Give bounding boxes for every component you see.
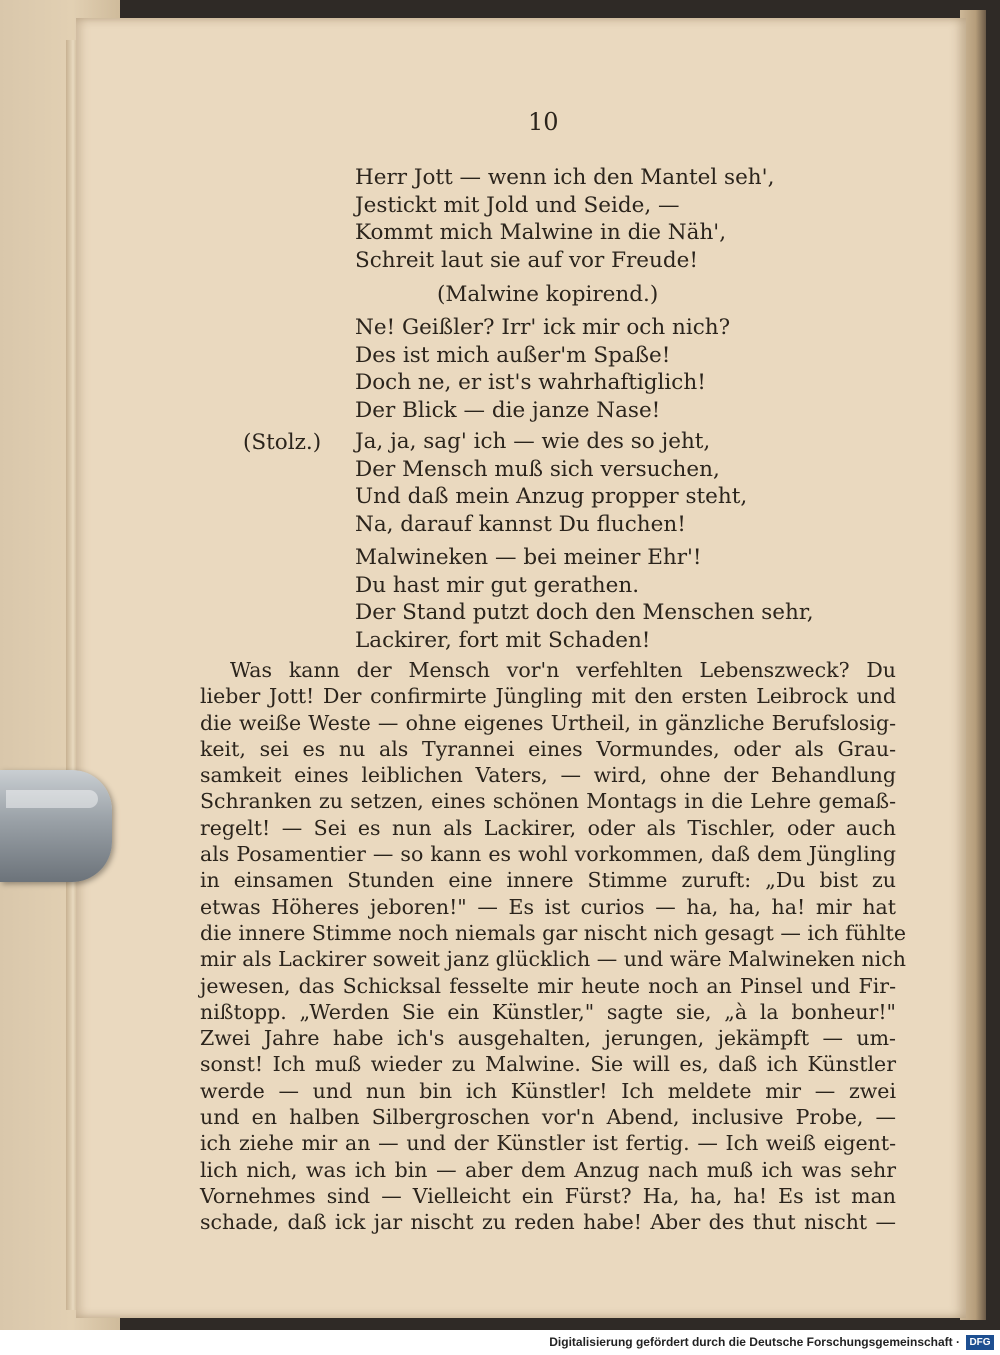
verse-line: Der Blick — die janze Nase!	[355, 397, 661, 423]
page-number: 10	[528, 108, 559, 136]
verse-line: Schreit laut sie auf vor Freude!	[355, 247, 699, 273]
verse-line: Und daß mein Anzug propper steht,	[355, 484, 748, 509]
verse-stanza-3	[355, 428, 747, 538]
prose-line: keit, sei es nu als Tyrannei eines Vormundes, oder als Grau-	[200, 736, 896, 761]
prose-line: nißtopp. „Werden Sie ein Künstler," sagte sie, „à la bonheur!"	[200, 999, 896, 1024]
prose-line: lich nich, was ich bin — aber dem Anzug nach muß ich was sehr	[200, 1157, 896, 1182]
prose-line: mir als Lackirer soweit janz glücklich — und wäre Malwineken nich	[200, 947, 906, 972]
prose-line: Vornehmes sind — Vielleicht ein Fürst? Ha, ha, ha! Es ist man	[200, 1183, 896, 1208]
prose-line: Schranken zu setzen, eines schönen Montags in die Lehre gemaß-	[200, 789, 896, 814]
verse-line: Ne! Geißler? Irr' ick mir och nich?	[355, 315, 731, 340]
prose-line: die innere Stimme noch niemals gar nischt nich gesagt — ich fühlte	[200, 920, 907, 945]
prose-line: als Posamentier — so kann es wohl vorkommen, daß dem Jüngling	[200, 842, 896, 867]
verse-line: Lackirer, fort mit Schaden!	[355, 627, 651, 653]
verse-line: Ja, ja, sag' ich — wie des so jeht,	[355, 429, 711, 454]
prose-line: schade, daß ick jar nischt zu reden habe! Aber des thut nischt —	[200, 1210, 896, 1235]
prose-line: Zwei Jahre habe ich's ausgehalten, jerungen, jekämpft — um-	[200, 1026, 896, 1051]
verse-stanza-4	[355, 544, 814, 654]
verse-line: Kommt mich Malwine in die Näh',	[355, 220, 727, 245]
prose-line: etwas Höheres jeboren!" — Es ist curios — ha, ha, ha! mir hat	[200, 894, 896, 919]
stage-direction-proud: (Stolz.)	[243, 430, 322, 455]
prose-line: und en halben Silbergroschen vor'n Abend, inclusive Probe, —	[200, 1105, 896, 1130]
prose-line: lieber Jott! Der confirmirte Jüngling mit den ersten Leibrock und	[200, 684, 896, 709]
verse-line: Jestickt mit Jold und Seide, —	[355, 192, 680, 218]
prose-line: die weiße Weste — ohne eigenes Urtheil, in gänzliche Berufslosig-	[200, 710, 896, 735]
prose-paragraph	[200, 657, 907, 1236]
verse-line: Des ist mich außer'm Spaße!	[355, 342, 671, 368]
prose-line: in einsamen Stunden eine innere Stimme zuruft: „Du bist zu	[200, 868, 896, 893]
prose-line: jewesen, das Schicksal fesselte mir heute noch an Pinsel und Fir-	[200, 973, 896, 998]
prose-line: werde — und nun bin ich Künstler! Ich meldete mir — zwei	[200, 1078, 896, 1103]
verse-stanza-2	[355, 314, 730, 424]
verse-line: Herr Jott — wenn ich den Mantel seh',	[355, 165, 775, 190]
prose-line: regelt! — Sei es nun als Lackirer, oder als Tischler, oder auch	[200, 815, 896, 840]
prose-line: samkeit eines leiblichen Vaters, — wird, ohne der Behandlung	[200, 763, 896, 788]
page-clip-shine	[6, 790, 98, 808]
verse-line: Doch ne, er ist's wahrhaftiglich!	[355, 370, 706, 395]
verse-line: Der Stand putzt doch den Menschen sehr,	[355, 600, 814, 625]
verse-line: Na, darauf kannst Du fluchen!	[355, 511, 686, 537]
prose-line: ich ziehe mir an — und der Künstler ist fertig. — Ich weiß eigent-	[200, 1131, 896, 1156]
verse-stanza-1	[355, 164, 774, 274]
funding-notice: Digitalisierung gefördert durch die Deutsche Forschungsgemeinschaft ·	[549, 1335, 960, 1349]
stage-direction-copying: (Malwine kopirend.)	[437, 282, 659, 307]
verse-line: Der Mensch muß sich versuchen,	[355, 456, 720, 482]
page-clip	[0, 770, 112, 882]
verse-line: Du hast mir gut gerathen.	[355, 572, 640, 598]
digitization-footer	[0, 1330, 1000, 1355]
dfg-logo: DFG	[966, 1335, 994, 1350]
prose-line: Was kann der Mensch vor'n verfehlten Lebenszweck? Du	[230, 658, 896, 682]
prose-line: sonst! Ich muß wieder zu Malwine. Sie will es, daß ich Künstler	[200, 1052, 896, 1077]
verse-line: Malwineken — bei meiner Ehr'!	[355, 545, 702, 570]
